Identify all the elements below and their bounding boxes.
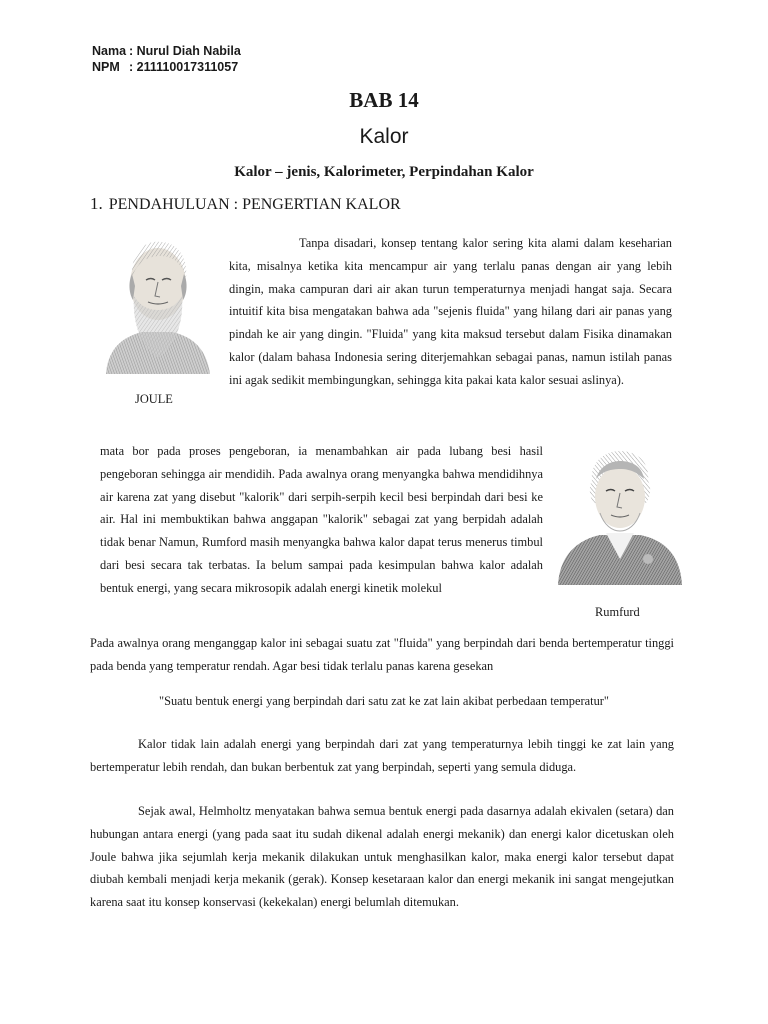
- joule-portrait-drawing: [98, 234, 216, 374]
- fluida-paragraph: Pada awalnya orang menganggap kalor ini sebagai suatu zat "fluida" yang berpindah dari benda bertemperatur tinggi pada benda yang temperatur rendah. Agar besi tidak terlalu panas karena gesekan: [90, 636, 674, 673]
- definition-text: Kalor tidak lain adalah energi yang berpindah dari zat yang temperaturnya lebih tinggi ke zat lain yang bertemperatur lebih rendah, dan bukan berbentuk zat yang berpindah, seperti yang semula diduga.: [90, 737, 674, 774]
- rumford-portrait: [556, 447, 684, 585]
- joule-portrait: [98, 234, 216, 374]
- npm-row: [92, 59, 241, 75]
- intro-paragraph: [229, 232, 672, 392]
- chapter-heading: BAB 14: [349, 88, 419, 112]
- definition-paragraph: [90, 733, 674, 779]
- subtitle: Kalor – jenis, Kalorimeter, Perpindahan Kalor: [234, 164, 534, 180]
- npm-value: : 211110017311057: [129, 60, 239, 74]
- section-title: PENDAHULUAN : PENGERTIAN KALOR: [108, 196, 401, 213]
- rumford-portrait-drawing: [556, 447, 684, 585]
- identity-block: [92, 43, 241, 75]
- helmholtz-text: Sejak awal, Helmholtz menyatakan bahwa semua bentuk energi pada dasarnya adalah ekivalen (setara) dan hubungan antara energi (yang pada saat itu sudah dikenal adalah energi mekanik) dan energi kalor dicetuskan oleh Joule bahwa jika sejumlah kerja mekanik dilakukan untuk menghasilkan kalor, maka energi kalor tersebut dapat diubah kembali menjadi kerja mekanik (gerak). Konsep kesetaraan kalor dan energi mekanik ini sangat mengejutkan karena saat itu konsep konservasi (kekekalan) energi belumlah ditemukan.: [90, 804, 674, 910]
- name-value: : Nurul Diah Nabila: [129, 44, 241, 58]
- section-heading: [90, 194, 401, 214]
- name-label: Nama: [92, 44, 127, 58]
- intro-text: Tanpa disadari, konsep tentang kalor sering kita alami dalam keseharian kita, misalnya ketika kita mencampur air yang terlalu panas dengan air yang lebih dingin, maka campuran dari air akan turun temperaturnya menjadi hangat saja. Secara intuitif kita bisa mengatakan bahwa ada "sejenis fluida" yang hilang dari air panas yang pindah ke air yang dingin. "Fluida" yang kita maksud tersebut dalam Fisika dinamakan kalor (dalam bahasa Indonesia sering diterjemahkan sebagai panas, namun istilah panas ini agak sedikit membingungkan, sehingga kita pakai kata kalor sesuai aslinya).: [229, 236, 672, 387]
- npm-label: NPM: [92, 60, 120, 74]
- definition-quote: "Suatu bentuk energi yang berpindah dari satu zat ke zat lain akibat perbedaan temperatur": [159, 694, 609, 708]
- joule-caption: JOULE: [135, 392, 173, 406]
- name-row: [92, 43, 241, 59]
- page-title: Kalor: [359, 125, 409, 148]
- section-number: 1.: [90, 194, 103, 213]
- rumford-paragraph: mata bor pada proses pengeboran, ia menambahkan air pada lubang besi hasil pengeboran sehingga air mendidih. Pada awalnya orang menyangka bahwa mendidihnya air karena zat yang disebut "kalorik" dari serpih-serpih kecil besi berpindah dari besi ke air. Hal ini membuktikan bahwa anggapan "kalorik" sebagai zat yang berpidah adalah tidak benar Namun, Rumford masih menyangka bahwa kalor dapat terus menerus timbul dari besi secara tak terbatas. Ia belum sampai pada kesimpulan bahwa kalor adalah bentuk energi, yang secara mikrosopik adalah energi kinetik molekul: [100, 444, 543, 595]
- rumford-caption: Rumfurd: [595, 605, 640, 619]
- helmholtz-paragraph: [90, 800, 674, 914]
